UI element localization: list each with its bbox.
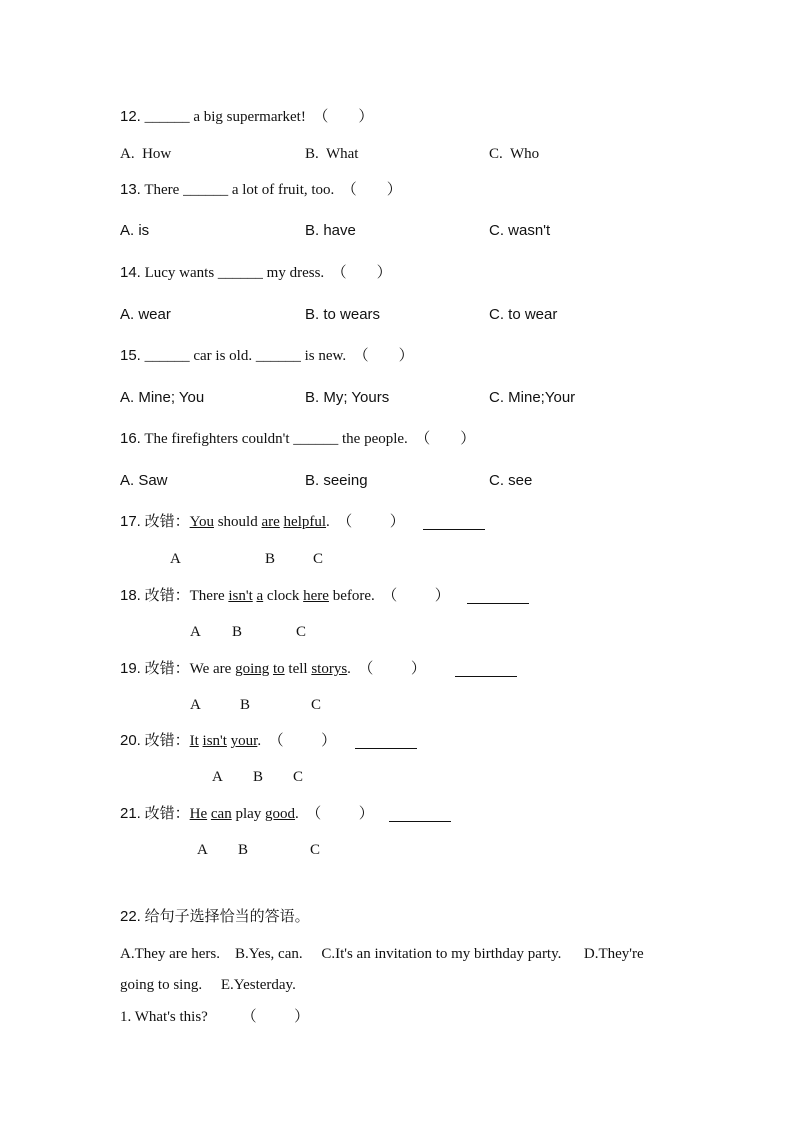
underline-letter-c: C [311,697,322,713]
question-text: to [272,661,285,677]
question-16 [120,430,475,448]
underline-letter-a: A [190,697,201,713]
underline-letter-b: B [265,551,276,567]
correction-20 [120,732,336,750]
question-number: 18. [120,587,141,604]
question-text: can [210,806,232,822]
correction-label: 改错： [144,661,190,677]
question-text: You [189,514,214,530]
question-text: ______ [144,109,190,125]
question-text: are [261,514,280,530]
question-text: tell [284,661,312,677]
question-text: before. （ ） [328,588,450,604]
question-text: your [230,733,258,749]
option-b: B. What [305,146,359,162]
option-a: A. wear [120,306,171,323]
answer-blank [423,515,485,530]
underline-letter-a: A [212,769,223,785]
option-b: B. have [305,222,356,239]
underline-letter-c: C [293,769,304,785]
underline-letter-b: B [238,842,249,858]
answer-blank [355,734,417,749]
question-number: 20. [120,732,141,749]
question-number: 17. [120,513,141,530]
correction-label: 改错： [144,806,190,822]
underline-letter-a: A [170,551,181,567]
question-text: . （ ） [257,733,337,749]
question-text: There [189,588,229,604]
correction-18 [120,587,450,605]
option-a: A. How [120,146,172,162]
question-text: There ______ a lot of fruit, too. （ ） [144,182,402,198]
question-13 [120,181,402,199]
question-number: 22. [120,908,141,925]
question-text: a [256,588,264,604]
correction-label: 改错： [144,514,190,530]
question-number: 13. [120,181,141,198]
question-22 [120,908,310,926]
option-b: B. My; Yours [305,389,390,406]
correction-19 [120,660,426,678]
question-text: . （ ） [347,661,426,677]
answer-blank [467,589,529,604]
underline-letter-c: C [310,842,321,858]
question-text: isn't [228,588,253,604]
correction-17 [120,513,405,531]
option-a: A. Saw [120,472,168,489]
question-15 [120,347,414,365]
option-b: B. seeing [305,472,368,489]
option-a: A. Mine; You [120,389,205,406]
correction-label: 改错： [144,733,190,749]
question-text: should [213,514,262,530]
question-text: good [265,806,296,822]
question-text: here [303,588,329,604]
answer-choices-cont: going to sing. E.Yesterday. [120,977,296,993]
option-c: C. Who [489,146,540,162]
question-number: 19. [120,660,141,677]
option-c: C. wasn't [489,222,551,239]
option-a: A. is [120,222,150,239]
question-number: 21. [120,805,141,822]
question-instruction: 给句子选择恰当的答语。 [144,909,310,925]
underline-letter-c: C [296,624,307,640]
correction-21 [120,805,374,823]
question-text: isn't [202,733,227,749]
question-text: helpful [283,514,327,530]
option-b: B. to wears [305,306,381,323]
question-number: 15. [120,347,141,364]
question-text: going [235,661,270,677]
underline-letter-c: C [313,551,324,567]
underline-letter-a: A [190,624,201,640]
option-c: C. to wear [489,306,558,323]
question-text: ______ car is old. ______ is new. （ ） [144,348,414,364]
question-text: a big supermarket! （ ） [189,109,374,125]
option-c: C. see [489,472,533,489]
question-text: Lucy wants ______ my dress. （ ） [144,265,392,281]
question-14 [120,264,392,282]
question-text: He [189,806,208,822]
underline-letter-a: A [197,842,208,858]
answer-choices: A.They are hers. B.Yes, can. C.It's an invitation to my birthday party. D.They're [120,946,644,962]
question-number: 12. [120,108,141,125]
question-text: The firefighters couldn't ______ the people. （ ） [144,431,476,447]
correction-label: 改错： [144,588,190,604]
option-c: C. Mine;Your [489,389,576,406]
question-text: storys [311,661,348,677]
underline-letter-b: B [253,769,264,785]
question-12 [120,108,373,126]
underline-letter-b: B [232,624,243,640]
question-text: It [189,733,199,749]
question-text: . （ ） [326,514,405,530]
answer-blank [389,807,451,822]
question-text: play [231,806,266,822]
underline-letter-b: B [240,697,251,713]
sub-question-1: 1. What's this? （ ） [120,1009,310,1025]
question-text: clock [263,588,304,604]
question-number: 16. [120,430,141,447]
question-text: . （ ） [295,806,374,822]
answer-blank [455,662,517,677]
question-text: We are [189,661,236,677]
question-number: 14. [120,264,141,281]
